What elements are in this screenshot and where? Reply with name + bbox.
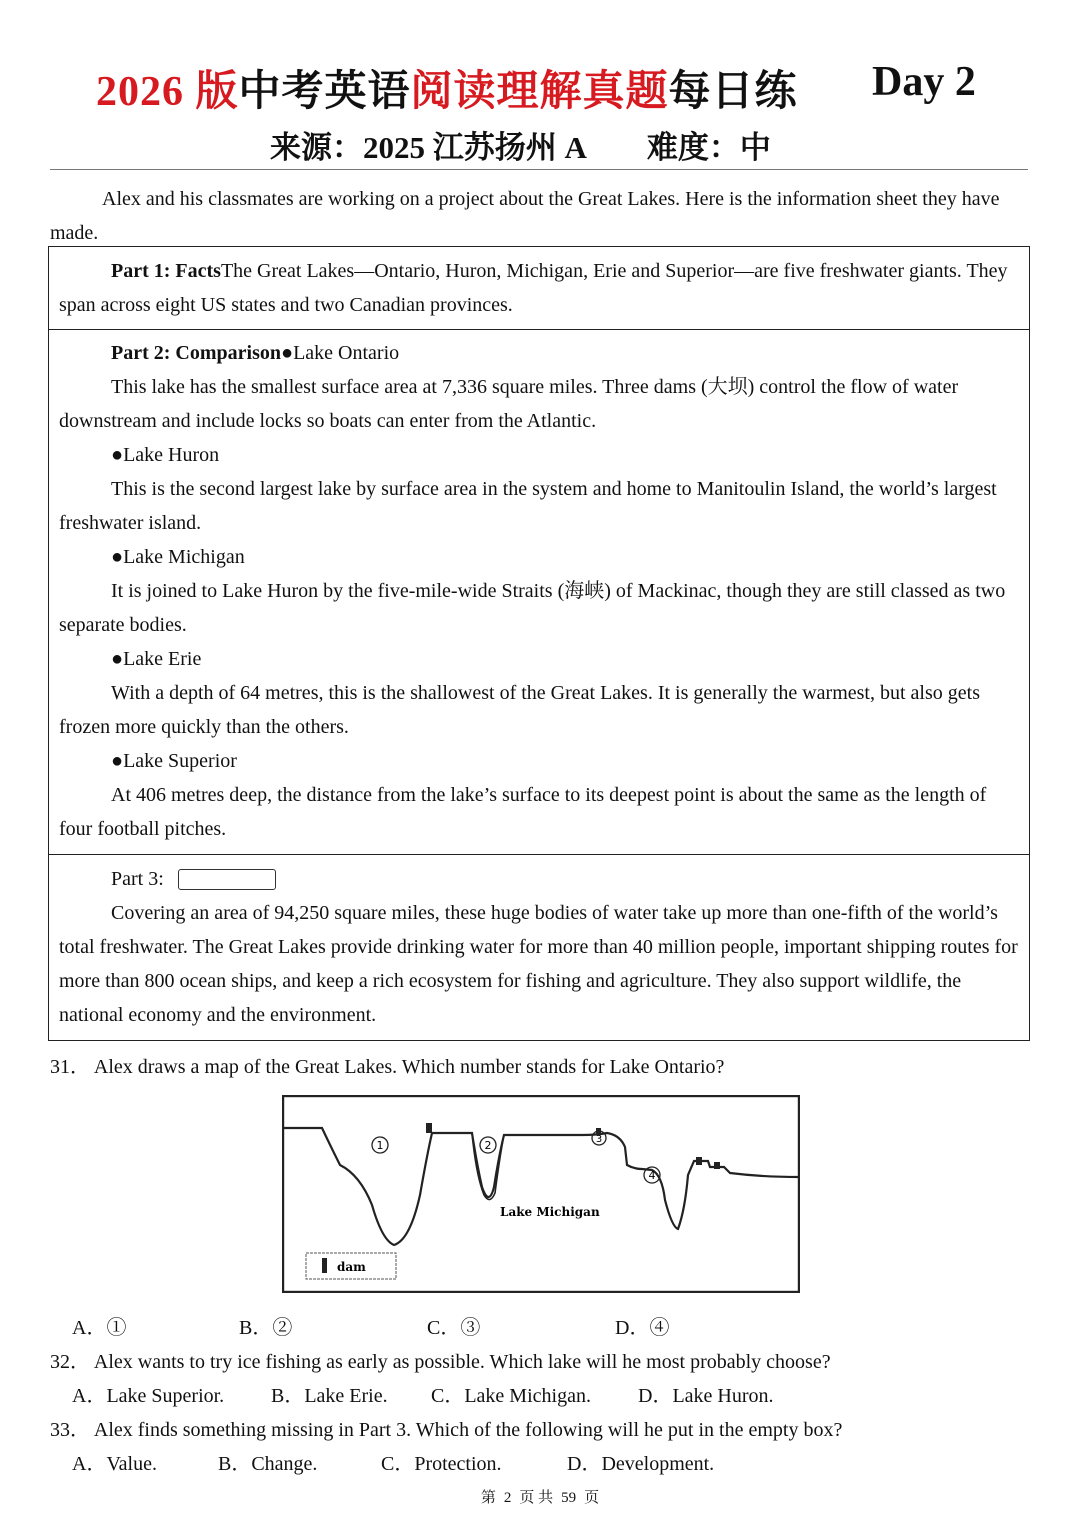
lake-michigan-text: It is joined to Lake Huron by the five-mile-wide Straits (海峡) of Mackinac, though they are still classed as two separate bodies. [59, 580, 1006, 636]
part1-text: The Great Lakes—Ontario, Huron, Michigan, Erie and Superior—are five freshwater giants. They span across eight US states and two Canadian provinces. [59, 260, 1008, 316]
lake-ontario-name: ●Lake Ontario [280, 342, 400, 364]
question-31: 31． Alex draws a map of the Great Lakes. Which number stands for Lake Ontario? [50, 1056, 725, 1078]
q31-option-d[interactable]: D．④ [615, 1317, 670, 1339]
question-33-options [72, 1447, 872, 1481]
q33-option-a[interactable]: A．Value. [72, 1453, 157, 1475]
map-legend-label: dam [337, 1260, 366, 1274]
label-1: 1 [376, 1139, 384, 1152]
source-label: 来源：2025 江苏扬州 A [270, 130, 587, 165]
great-lakes-map [282, 1095, 800, 1293]
q33-option-c[interactable]: C．Protection. [381, 1453, 502, 1475]
label-2: 2 [484, 1139, 492, 1152]
dam-mark [714, 1162, 720, 1169]
q32-option-d[interactable]: D．Lake Huron. [638, 1385, 774, 1407]
part3-heading: Part 3: [111, 868, 164, 890]
footer-mid: 页 共 [519, 1490, 554, 1506]
part1-box [48, 246, 1030, 330]
label-4: 4 [648, 1169, 656, 1182]
footer-page-number: 2 [503, 1490, 512, 1506]
question-32: 32． Alex wants to try ice fishing as early as possible. Which lake will he most probably choose? [50, 1351, 831, 1373]
question-32-options [72, 1379, 872, 1413]
lake-superior-name: ●Lake Superior [111, 750, 237, 772]
question-31-options [72, 1311, 772, 1345]
footer-prefix: 第 [480, 1490, 496, 1506]
part1-paragraph [59, 254, 1019, 322]
part2-heading: Part 2: Comparison [111, 342, 281, 364]
map-lake-label: Lake Michigan [500, 1205, 600, 1219]
lake-michigan-name: ●Lake Michigan [111, 546, 245, 568]
dam-mark [696, 1157, 702, 1165]
part3-text: Covering an area of 94,250 square miles, these huge bodies of water take up more than one-fifth of the world’s total freshwater. The Great Lakes provide drinking water for more than 40 million people, important shipping routes for more than 800 ocean ships, and keep a rich ecosystem for fishing and agriculture. They also support wildlife, the national economy and the environment. [59, 902, 1018, 1026]
page-footer [0, 1486, 1080, 1507]
q31-option-c[interactable]: C．③ [427, 1317, 481, 1339]
part3-box [48, 854, 1030, 1041]
q32-option-c[interactable]: C．Lake Michigan. [431, 1385, 591, 1407]
part3-heading-row [59, 862, 1019, 896]
q31-option-a[interactable]: A．① [72, 1317, 127, 1339]
legend-dam-mark [322, 1258, 327, 1273]
difficulty-label: 难度：中 [646, 130, 771, 165]
q33-option-d[interactable]: D．Development. [567, 1453, 715, 1475]
lake-superior-text: At 406 metres deep, the distance from the lake’s surface to its deepest point is about the same as the length of four football pitches. [59, 784, 987, 840]
q31-option-b[interactable]: B．② [239, 1317, 293, 1339]
header-divider [50, 169, 1028, 170]
title-topic: 阅读理解真题 [410, 69, 669, 115]
page-title [0, 58, 1080, 114]
title-year: 2026 版 [96, 69, 239, 115]
lake-huron-name: ●Lake Huron [111, 444, 220, 466]
part2-heading-row [59, 336, 1019, 370]
dam-mark [426, 1123, 432, 1133]
title-subject: 中考英语 [238, 69, 411, 115]
q32-option-a[interactable]: A．Lake Superior. [72, 1385, 225, 1407]
title-suffix: 每日练 [668, 69, 798, 115]
lake-ontario-text: This lake has the smallest surface area at 7,336 square miles. Three dams (大坝) control the flow of water downstream and include locks so boats can enter from the Atlantic. [59, 376, 959, 432]
label-3: 3 [595, 1134, 603, 1145]
intro-paragraph: Alex and his classmates are working on a project about the Great Lakes. Here is the information sheet they have made. [50, 188, 1000, 244]
footer-page-total: 59 [561, 1490, 577, 1506]
lake-profile-line [284, 1128, 799, 1245]
q32-option-b[interactable]: B．Lake Erie. [271, 1385, 388, 1407]
q33-option-b[interactable]: B．Change. [218, 1453, 318, 1475]
title-text [96, 58, 798, 118]
empty-answer-box [178, 869, 276, 890]
lake-erie-name: ●Lake Erie [111, 648, 202, 670]
footer-suffix: 页 [584, 1490, 600, 1506]
question-33: 33． Alex finds something missing in Part 3. Which of the following will he put in the empty box? [50, 1419, 843, 1441]
day-label: Day 2 [872, 59, 976, 105]
part2-box [48, 329, 1030, 855]
lake-erie-text: With a depth of 64 metres, this is the shallowest of the Great Lakes. It is generally the warmest, but also gets frozen more quickly than the others. [59, 682, 980, 738]
part1-heading: Part 1: Facts [111, 260, 221, 282]
lake-huron-text: This is the second largest lake by surface area in the system and home to Manitoulin Island, the world’s largest freshwater island. [59, 478, 997, 534]
subtitle [270, 122, 771, 167]
